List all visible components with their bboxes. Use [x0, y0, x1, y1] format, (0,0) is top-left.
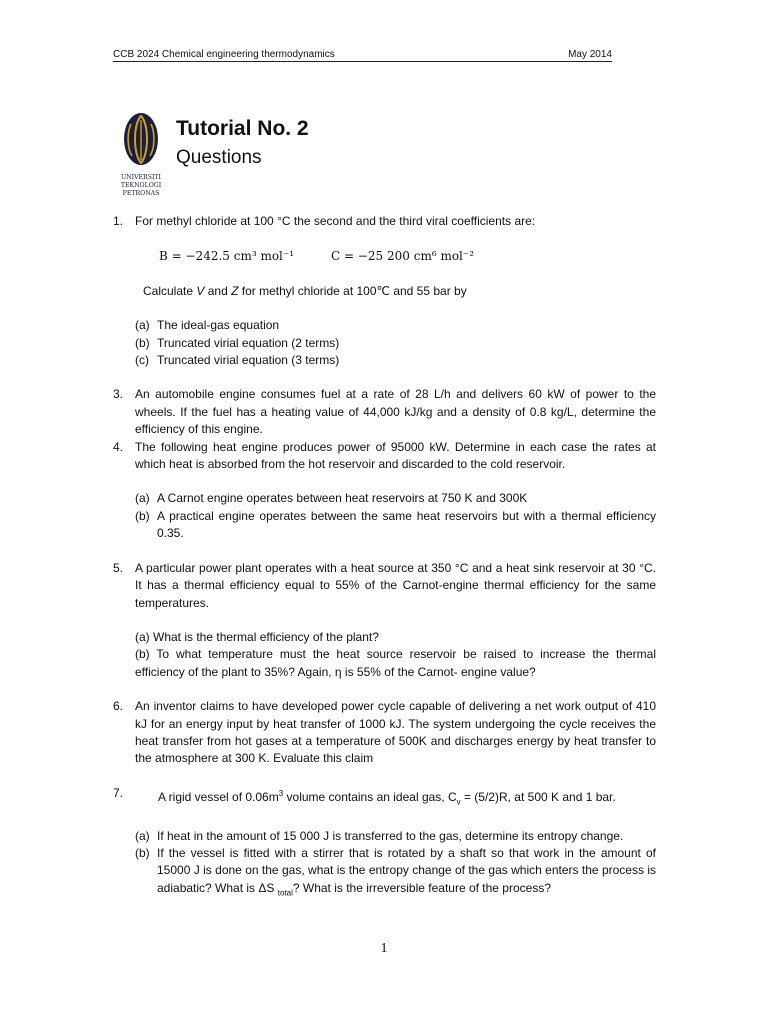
course-title: CCB 2024 Chemical engineering thermodynamics: [113, 49, 335, 60]
tutorial-subtitle: Questions: [176, 147, 262, 168]
question-3: [113, 386, 656, 438]
question-text: An automobile engine consumes fuel at a rate of 28 L/h and delivers 60 kW of power to the wheels. If the fuel has a heating value of 44,000 kJ/kg and a density of 0.8 kg/L, determine the efficiency of this engine.: [135, 387, 656, 437]
question-text: An inventor claims to have developed power cycle capable of delivering a net work output of 410 kJ for an energy input by heat transfer of 1000 kJ. The system undergoing the cycle receives the heat transfer from hot gases at a temperature of 500K and discharges energy by heat transfer to the atmosphere at 300 K. Evaluate this claim: [135, 699, 656, 766]
question-5-part-a: (a) What is the thermal efficiency of the plant?: [135, 629, 379, 644]
question-text: A rigid vessel of $0.06m^3$ volume contains an ideal gas, $C_v = (5/2)R$, at 500 K and 1 bar.: [158, 788, 616, 807]
question-1: [113, 213, 656, 230]
question-5: [113, 560, 656, 612]
list-item: (a) The ideal-gas equation: [135, 318, 280, 333]
question-4-parts: [135, 490, 656, 542]
list-item: (c) Truncated virial equation (3 terms): [135, 353, 340, 368]
list-item: (b) A practical engine operates between the same heat reservoirs but with a thermal efficiency 0.35.: [135, 508, 656, 541]
list-item: (b) Truncated virial equation (2 terms): [135, 335, 340, 350]
question-6: [113, 698, 656, 768]
svg-text:UNIVERSITI: UNIVERSITI: [121, 174, 161, 181]
list-item: (a) A Carnot engine operates between heat reservoirs at 750 K and 300K: [135, 491, 528, 506]
page-number: 1: [380, 941, 388, 956]
virial-coefficients: [159, 248, 656, 265]
running-header: [113, 46, 612, 62]
question-5-part-b: (b) To what temperature must the heat source reservoir be raised to increase the thermal efficiency of the plant to 35%? Again, η is 55% of the Carnot- engine value?: [135, 647, 656, 679]
svg-text:PETRONAS: PETRONAS: [122, 190, 160, 197]
question-text: A particular power plant operates with a heat source at 350 °C and a heat sink reservoir at 30 °C. It has a thermal efficiency equal to 55% of the Carnot-engine thermal efficiency for the same temperatures.: [135, 560, 656, 610]
question-number: 4.: [113, 439, 124, 454]
list-item: (b) If the vessel is fitted with a stirrer that is rotated by a shaft so that work in the amount of 15000 J is done on the gas, what is the entropy change of the gas which enters the process is adiabatic? What is ΔS $_{total}$? What is the irreversible feature of the process?: [135, 845, 656, 898]
questions-body: [113, 213, 656, 902]
question-text: The following heat engine produces power of 95000 kW. Determine in each case the rates at which heat is absorbed from the hot reservoir and discarded to the cold reservoir.: [135, 439, 656, 472]
university-logo: [113, 110, 169, 202]
question-number: 6.: [113, 699, 124, 714]
question-7: [113, 785, 656, 811]
question-4: [113, 439, 656, 474]
question-text: For methyl chloride at 100 °C the second and the third viral coefficients are:: [135, 214, 536, 228]
question-number: 7.: [113, 785, 124, 800]
question-7-parts: [135, 828, 656, 902]
coefficient-c: C = −25 200 cm⁶ mol⁻²: [331, 249, 475, 264]
calculation-instruction: Calculate V and Z for methyl chloride at 100℃ and 55 bar by: [143, 283, 467, 298]
list-item: (a) If heat in the amount of 15 000 J is transferred to the gas, determine its entropy change.: [135, 828, 624, 843]
question-number: 5.: [113, 560, 124, 575]
tutorial-title: Tutorial No. 2: [176, 117, 309, 140]
svg-text:TEKNOLOGI: TEKNOLOGI: [120, 182, 162, 189]
header-date: May 2014: [568, 49, 612, 60]
coefficient-b: B = −242.5 cm³ mol⁻¹: [159, 249, 295, 264]
question-number: 3.: [113, 387, 124, 402]
question-number: 1.: [113, 214, 124, 228]
question-1-parts: [135, 317, 656, 369]
